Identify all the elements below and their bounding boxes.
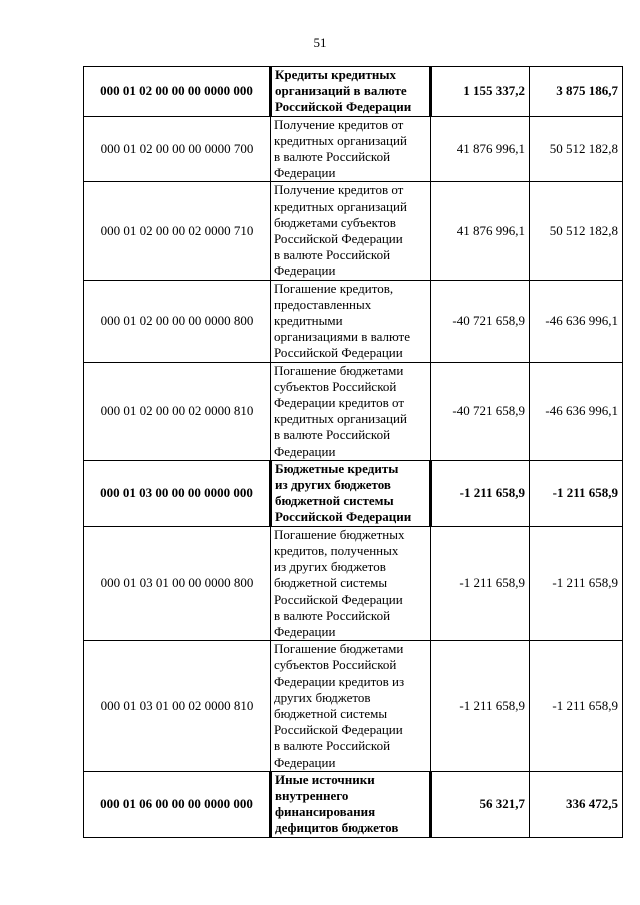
amount-cell-second: 3 875 186,7 <box>530 67 623 117</box>
table-row <box>84 460 623 526</box>
amount-cell-second: 336 472,5 <box>530 771 623 837</box>
description-line: Получение кредитов от <box>274 116 404 132</box>
table-row <box>84 280 623 362</box>
amount-cell-first: -40 721 658,9 <box>431 280 530 362</box>
description-line: Федерации <box>274 443 336 459</box>
description-line: Федерации <box>274 623 336 639</box>
table-row <box>84 116 623 182</box>
table-row <box>84 362 623 460</box>
description-line: Российской Федерации <box>275 99 412 115</box>
table-row <box>84 771 623 837</box>
description-line: в валюте Российской <box>274 149 391 165</box>
amount-cell-first: -1 211 658,9 <box>431 460 530 526</box>
table-row <box>84 641 623 772</box>
description-cell <box>271 460 431 526</box>
description-line: Российской Федерации <box>274 231 403 247</box>
description-cell <box>271 362 431 460</box>
description-cell <box>271 67 431 117</box>
description-line: Погашение кредитов, <box>274 280 394 296</box>
budget-code-cell: 000 01 02 00 00 00 0000 700 <box>84 116 271 182</box>
description-line: в валюте Российской <box>274 607 391 623</box>
amount-cell-second: -1 211 658,9 <box>530 641 623 772</box>
budget-code-cell: 000 01 02 00 00 00 0000 800 <box>84 280 271 362</box>
description-line: бюджетами субъектов <box>274 214 396 230</box>
description-cell <box>271 182 431 280</box>
description-line: Российской Федерации <box>274 345 403 361</box>
amount-cell-first: -40 721 658,9 <box>431 362 530 460</box>
description-line: кредитов, полученных <box>274 542 399 558</box>
table-row <box>84 67 623 117</box>
amount-cell-first: -1 211 658,9 <box>431 526 530 640</box>
description-line: в валюте Российской <box>274 738 391 754</box>
budget-code-cell: 000 01 02 00 00 00 0000 000 <box>84 67 271 117</box>
budget-code-cell: 000 01 06 00 00 00 0000 000 <box>84 771 271 837</box>
description-line: Получение кредитов от <box>274 182 404 198</box>
table-row <box>84 526 623 640</box>
description-line: Погашение бюджетами <box>274 362 404 378</box>
description-line: Погашение бюджетами <box>274 641 404 657</box>
budget-code-cell: 000 01 03 01 00 00 0000 800 <box>84 526 271 640</box>
description-line: субъектов Российской <box>274 657 397 673</box>
budget-code-cell: 000 01 02 00 00 02 0000 810 <box>84 362 271 460</box>
description-line: предоставленных <box>274 296 372 312</box>
description-line: бюджетной системы <box>275 493 394 509</box>
description-line: кредитных организаций <box>274 132 407 148</box>
amount-cell-second: 50 512 182,8 <box>530 182 623 280</box>
budget-code-cell: 000 01 03 00 00 00 0000 000 <box>84 460 271 526</box>
description-line: дефицитов бюджетов <box>275 820 399 836</box>
description-line: Погашение бюджетных <box>274 526 405 542</box>
amount-cell-first: 41 876 996,1 <box>431 182 530 280</box>
description-line: кредитными <box>274 313 343 329</box>
description-line: бюджетной системы <box>274 575 388 591</box>
description-cell <box>271 526 431 640</box>
amount-cell-second: -1 211 658,9 <box>530 460 623 526</box>
amount-cell-first: 1 155 337,2 <box>431 67 530 117</box>
description-line: бюджетной системы <box>274 705 388 721</box>
amount-cell-first: 56 321,7 <box>431 771 530 837</box>
amount-cell-first: -1 211 658,9 <box>431 641 530 772</box>
budget-sources-table <box>83 66 623 838</box>
description-line: кредитных организаций <box>274 198 407 214</box>
budget-code-cell: 000 01 03 01 00 02 0000 810 <box>84 641 271 772</box>
description-line: из других бюджетов <box>275 477 391 493</box>
description-line: кредитных организаций <box>274 411 407 427</box>
description-line: субъектов Российской <box>274 378 397 394</box>
description-line: в валюте Российской <box>274 247 391 263</box>
description-line: других бюджетов <box>274 689 371 705</box>
budget-code-cell: 000 01 02 00 00 02 0000 710 <box>84 182 271 280</box>
description-line: Федерации кредитов из <box>274 673 405 689</box>
amount-cell-second: -1 211 658,9 <box>530 526 623 640</box>
table-body <box>84 67 623 838</box>
description-line: финансирования <box>275 804 376 820</box>
description-line: Бюджетные кредиты <box>275 460 399 476</box>
description-line: Российской Федерации <box>274 722 403 738</box>
description-line: Российской Федерации <box>274 591 403 607</box>
description-line: Российской Федерации <box>275 509 412 525</box>
description-cell <box>271 771 431 837</box>
description-line: Федерации кредитов от <box>274 395 405 411</box>
page-number: 51 <box>313 35 327 50</box>
description-line: Федерации <box>274 165 336 181</box>
amount-cell-second: -46 636 996,1 <box>530 362 623 460</box>
description-line: внутреннего <box>275 787 349 803</box>
description-line: организаций в валюте <box>275 83 407 99</box>
description-cell <box>271 280 431 362</box>
description-line: Федерации <box>274 754 336 770</box>
amount-cell-second: -46 636 996,1 <box>530 280 623 362</box>
description-line: Федерации <box>274 263 336 279</box>
description-cell <box>271 641 431 772</box>
description-line: в валюте Российской <box>274 427 391 443</box>
description-cell <box>271 116 431 182</box>
amount-cell-second: 50 512 182,8 <box>530 116 623 182</box>
description-line: Иные источники <box>275 771 375 787</box>
description-line: из других бюджетов <box>274 559 386 575</box>
amount-cell-first: 41 876 996,1 <box>431 116 530 182</box>
description-line: организациями в валюте <box>274 329 410 345</box>
description-line: Кредиты кредитных <box>275 67 397 82</box>
table-row <box>84 182 623 280</box>
